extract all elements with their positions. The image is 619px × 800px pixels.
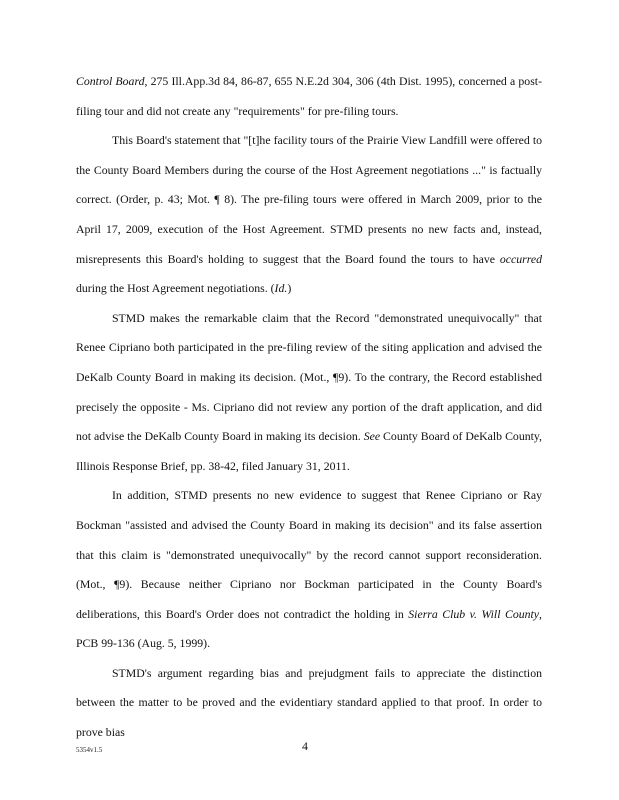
paragraph-cipriano-claim (76, 304, 542, 482)
paragraph-facility-tours (76, 126, 542, 304)
paragraph-text: This Board's statement that "[t]he facility tours of the Prairie View Landfill were offered to the County Board Members during the course of the Host Agreement negotiations ..." is factually correct. (Order, p. 43; Mot. ¶ 8). The pre-filing tours were offered in March 2009, prior to the April 17, 2009, execution of the Host Agreement. STMD presents no new facts and, instead, misrepresents this Board's holding to suggest that the Board found the tours to have (76, 133, 542, 266)
case-citation-italic: Control Board (76, 74, 145, 88)
id-citation-italic: Id. (274, 281, 288, 296)
paragraph-bias-argument (76, 659, 542, 748)
paragraph-text: ) (287, 281, 292, 296)
see-signal-italic: See (363, 429, 381, 444)
footer-document-id: 5354v1.5 (76, 746, 103, 754)
italic-emphasis: occurred (499, 251, 542, 266)
paragraph-text: STMD makes the remarkable claim that the Record "demonstrated unequivocally" that Renee Cipriano both participated in the pre-filing review of the siting application and advised the DeKalb County Board in making its decision. (Mot., ¶9). To the contrary, the Record established precisely the opposite - Ms. Cipriano did not review any portion of the draft application, and did not advise the DeKalb County Board in making its decision. (76, 310, 542, 444)
paragraph-text: , 275 Ill.App.3d 84, 86-87, 655 N.E.2d 304, 306 (4th Dist. 1995), concerned a post-filing tour and did not create any "requirements" for pre-filing tours. (76, 74, 542, 118)
paragraph-text: In addition, STMD presents no new evidence to suggest that Renee Cipriano or Ray Bockman "assisted and advised the County Board in making its decision" and its false assertion that this claim is "demonstrated unequivocally" by the record cannot support reconsideration. (Mot., ¶9). Because neither Cipriano nor Bockman participated in the County Board's deliberations, this Board's Order does not contradict the holding in (76, 488, 542, 621)
case-name-italic: Sierra Club v. Will County (408, 606, 540, 621)
paragraph-text: during the Host Agreement negotiations. ( (76, 281, 275, 296)
paragraph-text: , PCB 99-136 (Aug. 5, 1999). (76, 606, 542, 651)
page-number: 4 (302, 739, 308, 753)
paragraph-text: STMD's argument regarding bias and prejudgment fails to appreciate the distinction between the matter to be proved and the evidentiary standard applied to that proof. In order to prove bias (76, 665, 542, 740)
document-body (76, 67, 542, 748)
paragraph-continuation (76, 67, 542, 126)
paragraph-no-new-evidence (76, 481, 542, 659)
paragraph-text: County Board of DeKalb County, Illinois Response Brief, pp. 38-42, filed January 31, 2011. (76, 429, 542, 473)
